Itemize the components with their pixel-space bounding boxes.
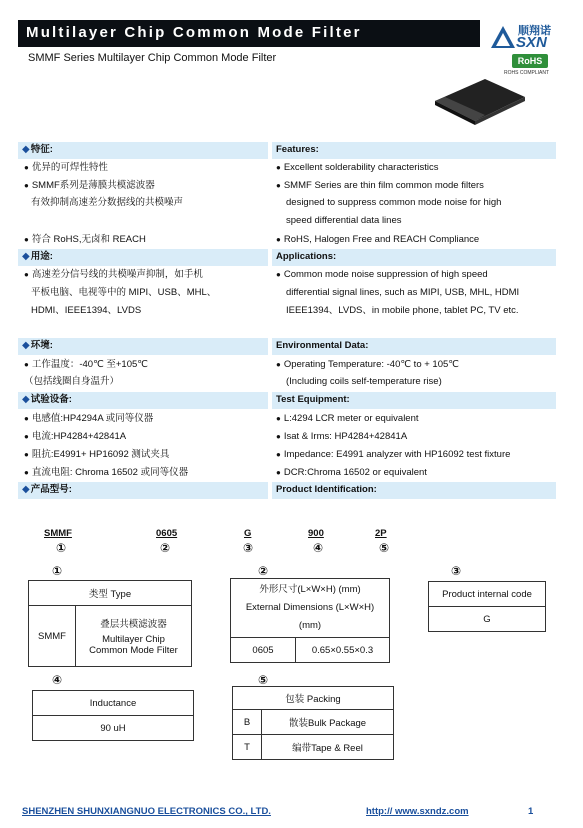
features-cn-title: ◆特征: [22, 144, 53, 155]
table4-marker: ④ [52, 673, 63, 687]
pn-code: G [244, 528, 252, 539]
product-cn-title: ◆产品型号: [22, 484, 72, 495]
packing-header: 包装 Packing [233, 687, 394, 710]
features-en-line: designed to suppress common mode noise for high [286, 197, 502, 208]
environment-cn-title: ◆环境: [22, 340, 53, 351]
table5-marker: ⑤ [258, 673, 269, 687]
features-cn-line: ● SMMF系列是薄膜共模滤波器 [24, 180, 155, 191]
packing-code-cell: B [233, 710, 262, 735]
environment-cn-line: ● 工作温度：-40℃ 至+105℃ [24, 359, 148, 370]
packing-desc-cell: 编带Tape & Reel [262, 735, 394, 760]
pn-marker: ① [56, 541, 67, 555]
packing-table [232, 686, 394, 760]
rohs-caption: ROHS COMPLIANT [504, 70, 550, 76]
applications-en-line: ● Common mode noise suppression of high speed [276, 269, 488, 280]
environment-en-line: (Including coils self-temperature rise) [286, 376, 442, 387]
chip-image [425, 75, 535, 125]
pn-code: 900 [308, 528, 324, 539]
inductance-header: Inductance [33, 691, 194, 716]
applications-cn-line: ● 高速差分信号线的共模噪声抑制，如手机 [24, 269, 203, 280]
test-cn-line: ● 阻抗:E4991+ HP16092 测试夹具 [24, 449, 170, 460]
table2-marker: ② [258, 564, 269, 578]
section-bar-features-cn [18, 142, 268, 159]
type-desc-cell: 叠层共模滤波器 Multilayer Chip Common Mode Filter [76, 606, 192, 667]
footer-company: SHENZHEN SHUNXIANGNUO ELECTRONICS CO., LTD. [22, 806, 271, 817]
logo [490, 20, 570, 80]
applications-cn-line: 平板电脑、电视等中的 MIPI、USB、MHL、 [31, 287, 217, 298]
features-cn-line: ● 符合 RoHS,无卤和 REACH [24, 234, 146, 245]
table3-marker: ③ [451, 564, 462, 578]
section-bar-applications-cn [18, 249, 268, 266]
pn-marker: ② [160, 541, 171, 555]
features-cn-line: ● 优异的可焊性特性 [24, 162, 108, 173]
section-bar-environment-cn [18, 338, 268, 355]
logo-en: SXN [516, 34, 547, 51]
environment-en-line: ● Operating Temperature: -40℃ to + 105℃ [276, 359, 459, 370]
type-code-cell: SMMF [29, 606, 76, 667]
pn-code: SMMF [44, 528, 72, 539]
dimensions-table [230, 578, 390, 663]
test-cn-line: ● 电感值:HP4294A 或同等仪器 [24, 413, 154, 424]
environment-cn-line: （包括线圈自身温升） [24, 376, 120, 387]
internal-code-table [428, 581, 546, 632]
type-table-header: 类型 Type [29, 581, 192, 606]
test-en-line: ● Isat & Irms: HP4284+42841A [276, 431, 408, 442]
table1-marker: ① [52, 564, 63, 578]
footer-page-number: 1 [528, 806, 534, 817]
packing-code-cell: T [233, 735, 262, 760]
test-en-line: ● L:4294 LCR meter or equivalent [276, 413, 419, 424]
features-en-line: speed differential data lines [286, 215, 402, 226]
page-title: Multilayer Chip Common Mode Filter [26, 24, 362, 41]
features-cn-line: 有效抑制高速差分数据线的共模噪声 [31, 197, 184, 208]
environment-en-title: Environmental Data: [276, 340, 369, 351]
inductance-table [32, 690, 194, 741]
logo-mark-icon [490, 24, 516, 50]
title-bar [18, 20, 480, 47]
test-en-title: Test Equipment: [276, 394, 350, 405]
pn-code: 2P [375, 528, 387, 539]
test-en-line: ● Impedance: E4991 analyzer with HP16092 test fixture [276, 449, 511, 460]
pn-marker: ③ [243, 541, 254, 555]
features-en-line: ● Excellent solderability characteristics [276, 162, 439, 173]
dimensions-header: 外形尺寸(L×W×H) (mm) External Dimensions (L×W×H) (mm) [231, 579, 390, 638]
pn-code: 0605 [156, 528, 178, 539]
packing-desc-cell: 散装Bulk Package [262, 710, 394, 735]
dimensions-code-cell: 0605 [231, 638, 296, 663]
internal-code-value: G [429, 607, 546, 632]
logo-cn: 顺翔诺 [518, 25, 551, 37]
rohs-badge: RoHS [512, 54, 548, 68]
product-en-title: Product Identification: [276, 484, 377, 495]
applications-en-line: differential signal lines, such as MIPI, USB, MHL, HDMI [286, 287, 520, 298]
test-cn-line: ● 直流电阻: Chroma 16502 或同等仪器 [24, 467, 189, 478]
subtitle: SMMF Series Multilayer Chip Common Mode Filter [28, 52, 277, 64]
test-en-line: ● DCR:Chroma 16502 or equivalent [276, 467, 427, 478]
test-cn-line: ● 电流:HP4284+42841A [24, 431, 127, 442]
applications-cn-title: ◆用途: [22, 251, 53, 262]
internal-code-header: Product internal code [429, 582, 546, 607]
test-cn-title: ◆试验设备: [22, 394, 72, 405]
features-en-line: ● SMMF Series are thin film common mode filters [276, 180, 484, 191]
footer-url[interactable]: http:// www.sxndz.com [366, 806, 469, 817]
dimensions-value-cell: 0.65×0.55×0.3 [296, 638, 390, 663]
pn-marker: ④ [313, 541, 324, 555]
inductance-value: 90 uH [33, 716, 194, 741]
applications-cn-line: HDMI、IEEE1394、LVDS [31, 305, 142, 316]
features-en-line: ● RoHS, Halogen Free and REACH Compliance [276, 234, 480, 245]
features-en-title: Features: [276, 144, 319, 155]
type-table [28, 580, 192, 667]
applications-en-title: Applications: [276, 251, 337, 262]
applications-en-line: IEEE1394、LVDS、in mobile phone, tablet PC, TV etc. [286, 305, 519, 316]
pn-marker: ⑤ [379, 541, 390, 555]
